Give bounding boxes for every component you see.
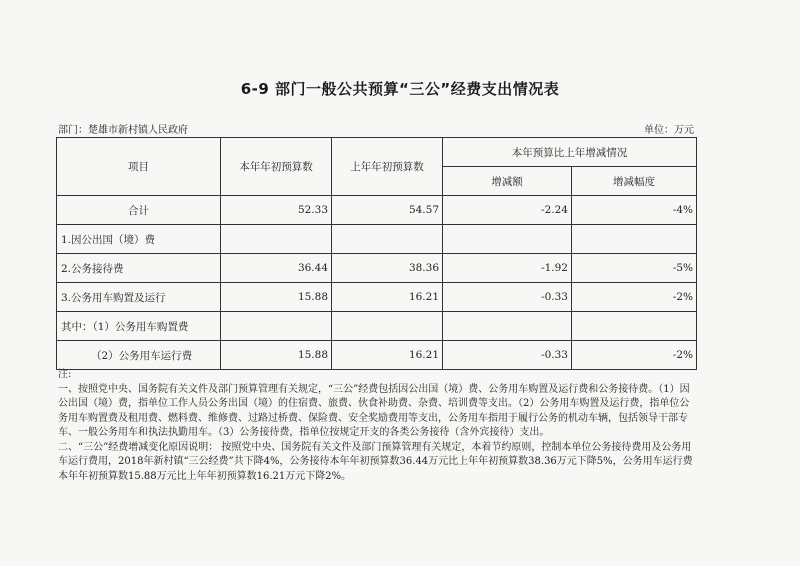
header-change-rate: 增减幅度 [572,167,697,196]
row-label: 合计 [57,196,221,225]
row-label: 1.因公出国（境）费 [57,225,221,254]
header-current: 本年年初预算数 [221,138,332,196]
page-title: 6-9 部门一般公共预算“三公”经费支出情况表 [240,80,560,98]
table-row [57,283,697,312]
notes-heading: 注: [58,369,72,380]
cell-current: 52.33 [221,196,332,225]
header-item: 项目 [57,138,221,196]
cell-rate: -2% [572,341,697,370]
cell-current: 15.88 [221,283,332,312]
row-label: 2.公务接待费 [57,254,221,283]
notes-section [58,368,698,484]
cell-current: 36.44 [221,254,332,283]
cell-previous [332,225,443,254]
row-label: 其中：（1）公务用车购置费 [57,312,221,341]
cell-previous: 54.57 [332,196,443,225]
cell-previous: 16.21 [332,341,443,370]
header-change-amount: 增减额 [443,167,572,196]
cell-current: 15.88 [221,341,332,370]
cell-amount: -0.33 [443,283,572,312]
table-row [57,254,697,283]
row-label: 3.公务用车购置及运行 [57,283,221,312]
department-label: 部门：楚雄市新村镇人民政府 [58,125,188,136]
cell-amount [443,225,572,254]
notes-paragraph: 二、“三公”经费增减变化原因说明： 按照党中央、国务院有关文件及部门预算管理有关规定，本着节约原则，控制本单位公务接待费用及公务用车运行费用，2018年新村镇“三公经费”共下降4%，公务接待本年年初预算数36.44万元比上年年初预算数38.36万元下降5%，公务用车运行费本年年初预算数15.88万元比上年年初预算数16.21万元下降2%。 [58,441,693,482]
row-label: （2）公务用车运行费 [57,341,221,370]
cell-previous: 16.21 [332,283,443,312]
notes-paragraph: 一、按照党中央、国务院有关文件及部门预算管理有关规定，“三公”经费包括因公出国（境）费、公务用车购置及运行费和公务接待费。（1）因公出国（境）费，指单位工作人员公务出国（境）的住宿费、旅费、伙食补助费、杂费、培训费等支出。（2）公务用车购置及运行费，指单位公务用车购置费及租用费、燃料费、维修费、过路过桥费、保险费、安全奖励费用等支出，公务用车指用于履行公务的机动车辆，包括领导干部专车、一般公务用车和执法执勤用车。（3）公务接待费，指单位按规定开支的各类公务接待（含外宾接待）支出。 [58,383,690,438]
cell-amount [443,312,572,341]
cell-rate: -5% [572,254,697,283]
cell-previous: 38.36 [332,254,443,283]
table-row [57,225,697,254]
cell-current [221,225,332,254]
table-row [57,341,697,370]
cell-current [221,312,332,341]
budget-table [56,137,697,370]
table-row [57,312,697,341]
header-change-group: 本年预算比上年增减情况 [443,138,697,167]
table-header-row [57,138,697,167]
cell-amount: -0.33 [443,341,572,370]
cell-rate [572,225,697,254]
cell-amount: -2.24 [443,196,572,225]
cell-rate: -4% [572,196,697,225]
cell-rate: -2% [572,283,697,312]
cell-previous [332,312,443,341]
unit-label: 单位：万元 [644,125,694,136]
cell-rate [572,312,697,341]
header-previous: 上年年初预算数 [332,138,443,196]
cell-amount: -1.92 [443,254,572,283]
table-row [57,196,697,225]
